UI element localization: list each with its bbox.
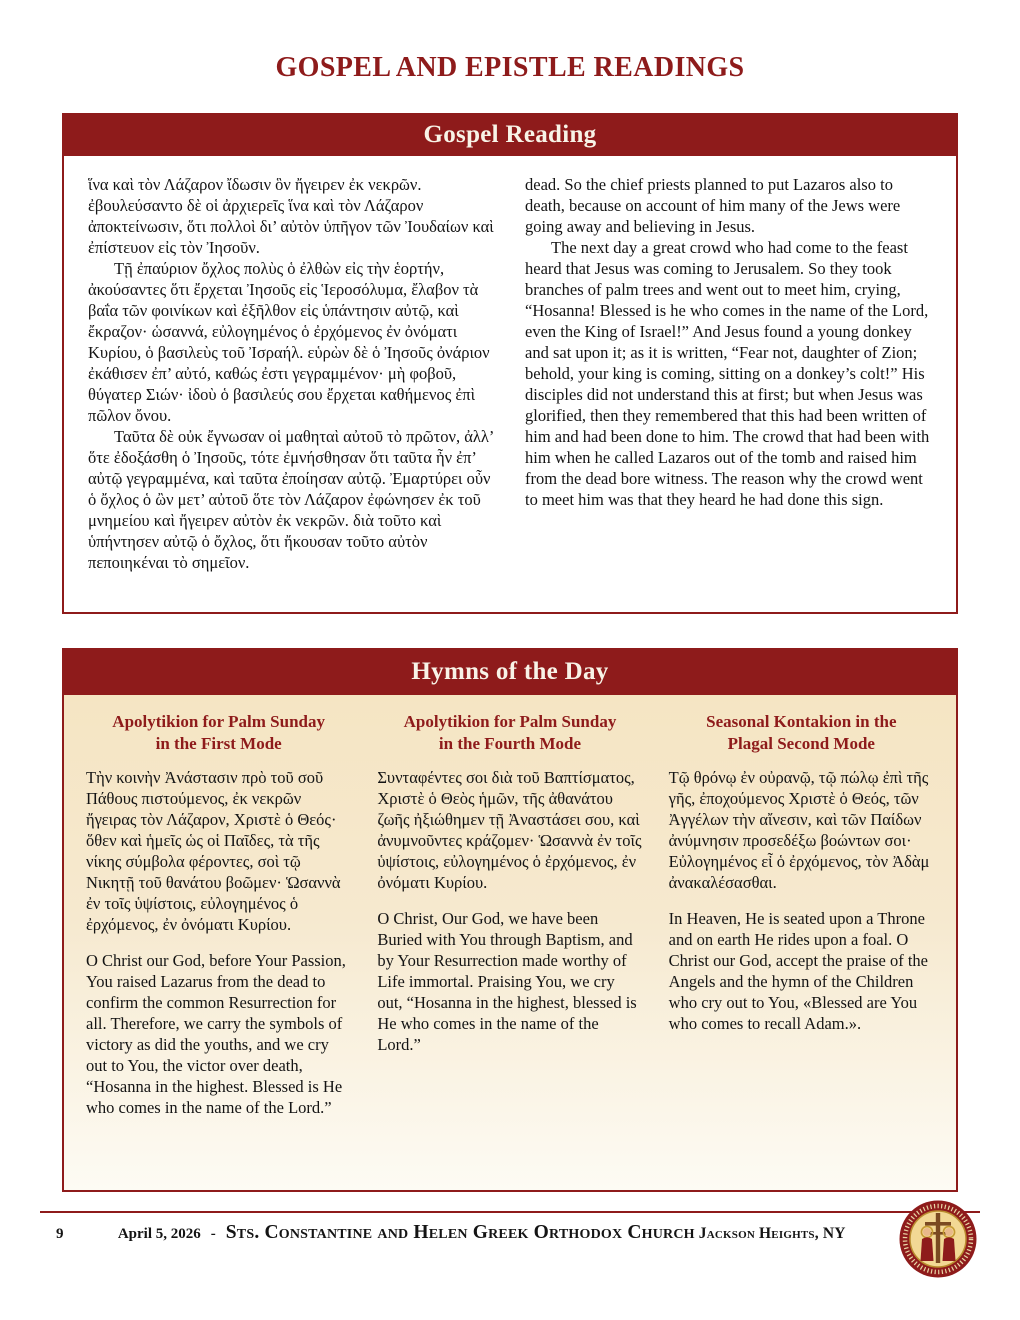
hymn-title: [86, 711, 351, 755]
gospel-greek-paragraph: Τῇ ἐπαύριον ὄχλος πολὺς ὁ ἐλθὼν εἰς τὴν ἑορτήν, ἀκούσαντες ὅτι ἔρχεται Ἰησοῦς εἰς Ἱεροσόλυμα, ἔλαβον τὰ βαΐα τῶν φοινίκων καὶ ἐξῆλθον εἰς ὑπάντησιν αὐτῷ, καὶ ἔκραζον· ὡσαννά, εὐλογημένος ὁ ἐρχόμενος ἐν ὀνόματι Κυρίου, ὁ βασιλεὺς τοῦ Ἰσραήλ. εὑρὼν δὲ ὁ Ἰησοῦς ὀνάριον ἐκάθισεν ἐπ’ αὐτό, καθώς ἐστι γεγραμμένον· μὴ φοβοῦ, θύγατερ Σιών· ἰδοὺ ὁ βασιλεύς σου ἔρχεται καθήμενος ἐπὶ πῶλον ὄνου.: [88, 259, 490, 425]
hymns-body: [62, 695, 958, 1192]
hymn-title: [377, 711, 642, 755]
gospel-english-paragraph: The next day a great crowd who had come to the feast heard that Jesus was coming to Jerusalem. So they took branches of palm trees and went out to meet him, crying, “Hosanna! Blessed is he who comes in the name of the Lord, even the King of Israel!” And Jesus found a young donkey and sat upon it; as it is written, “Fear not, daughter of Zion; behold, your king is coming, sitting on a donkey’s colt!” His disciples did not understand this at first; but when Jesus was glorified, then they remembered that this had been written of him and had been done to him. The crowd that had been with him when he called Lazaros out of the tomb and raised him from the dead bore witness. The reason why the crowd went to meet him was that they heard he had done this sign.: [525, 238, 930, 509]
hymn-title: [669, 711, 934, 755]
page-title: GOSPEL AND EPISTLE READINGS: [275, 52, 745, 83]
hymns-banner-label: Hymns of the Day: [411, 657, 609, 685]
hymns-of-the-day-banner: [62, 648, 958, 695]
hymn-english-text: In Heaven, He is seated upon a Throne and on earth He rides upon a foal. O Christ our God, accept the praise of the Angels and the hymn of the Children who cry out to You, «Blessed are You who comes to recall Adam.».: [668, 909, 928, 1033]
hymn-title-line1: Seasonal Kontakion in the: [706, 712, 897, 731]
hymn-greek-text: Τῷ θρόνῳ ἐν οὐρανῷ, τῷ πώλῳ ἐπὶ τῆς γῆς, ἐποχούμενος Χριστὲ ὁ Θεός, τῶν Ἀγγέλων τὴν αἴνεσιν, καὶ τῶν Παίδων ἀνύμνησιν προσεδέξω βοώντων σοι· Εὐλογημένος εἶ ὁ ἐρχόμενος, τὸν Ἀδὰμ ἀνακαλέσασθαι.: [668, 768, 930, 892]
gospel-greek-paragraph: Ταῦτα δὲ οὐκ ἔγνωσαν οἱ μαθηταὶ αὐτοῦ τὸ πρῶτον, ἀλλ’ ὅτε ἐδοξάσθη ὁ Ἰησοῦς, τότε ἐμνήσθησαν ὅτι ταῦτα ἦν ἐπ’ αὐτῷ γεγραμμένα, καὶ ταῦτα ἐποίησαν αὐτῷ. Ἐμαρτύρει οὖν ὁ ὄχλος ὁ ὢν μετ’ αὐτοῦ ὅτε τὸν Λάζαρον ἐφώνησεν ἐκ τοῦ μνημείου καὶ ἤγειρεν αὐτὸν ἐκ νεκρῶν. διὰ τοῦτο καὶ ὑπήντησεν αὐτῷ ὁ ὄχλος, ὅτι ἤκουσαν τοῦτο αὐτὸν πεποιηκέναι τὸ σημεῖον.: [88, 427, 494, 572]
church-location: Jackson Heights, NY: [698, 1225, 846, 1242]
footer-date: April 5, 2026: [117, 1226, 201, 1242]
church-seal-icon: [898, 1199, 978, 1279]
gospel-reading-banner: [62, 113, 958, 156]
gospel-english-paragraph: dead. So the chief priests planned to put Lazaros also to death, because on account of him many of the Jews were going away and believing in Jesus.: [525, 175, 901, 236]
hymn-column-fourth-mode: [377, 711, 642, 1170]
church-name: Sts. Constantine and Helen Greek Orthodox Church: [225, 1222, 695, 1243]
hymn-title-line1: Apolytikion for Palm Sunday: [112, 712, 326, 731]
gospel-reading-banner-label: Gospel Reading: [423, 120, 597, 148]
gospel-reading-body: [62, 156, 958, 614]
hymn-greek-text: Τὴν κοινὴν Ἀνάστασιν πρὸ τοῦ σοῦ Πάθους πιστούμενος, ἐκ νεκρῶν ἤγειρας τὸν Λάζαρον, Χριστὲ ὁ Θεός· ὅθεν καὶ ἡμεῖς ὡς οἱ Παῖδες, τὰ τῆς νίκης σύμβολα φέροντες, σοὶ τῷ Νικητῇ τοῦ θανάτου βοῶμεν· Ὡσαννὰ ἐν τοῖς ὑψίστοις, εὐλογημένος ὁ ἐρχόμενος, ἐν ὀνόματι Κυρίου.: [86, 768, 341, 934]
hymn-title-line2: in the First Mode: [155, 734, 282, 753]
hymn-title-line2: in the Fourth Mode: [438, 734, 582, 753]
footer-center-text: [64, 1222, 901, 1244]
footer-separator: -: [210, 1226, 216, 1242]
hymn-title-line2: Plagal Second Mode: [727, 734, 875, 753]
hymn-column-first-mode: [86, 711, 351, 1170]
footer-divider-rule: [40, 1211, 980, 1213]
church-seal-graphic: [898, 1199, 978, 1279]
gospel-english-column: [525, 174, 932, 594]
hymn-column-kontakion: [669, 711, 934, 1170]
hymn-english-text: O Christ, Our God, we have been Buried with You through Baptism, and by Your Resurrection made worthy of Life immortal. Praising You, we cry out, “Hosanna in the highest, blessed is He who comes in the name of the Lord.”: [377, 909, 637, 1054]
hymn-title-line1: Apolytikion for Palm Sunday: [403, 712, 617, 731]
gospel-greek-paragraph: ἵνα καὶ τὸν Λάζαρον ἴδωσιν ὃν ἤγειρεν ἐκ νεκρῶν. ἐβουλεύσαντο δὲ οἱ ἀρχιερεῖς ἵνα καὶ τὸν Λάζαρον ἀποκτείνωσιν, ὅτι πολλοὶ δι’ αὐτὸν ὑπῆγον τῶν Ἰουδαίων καὶ ἐπίστευον εἰς τὸν Ἰησοῦν.: [88, 175, 494, 257]
hymn-english-text: O Christ our God, before Your Passion, You raised Lazarus from the dead to confirm the common Resurrection for all. Therefore, we carry the symbols of victory as did the youths, and we cry out to You, the victor over death, “Hosanna in the highest. Blessed is He who comes in the name of the Lord.”: [86, 951, 346, 1117]
gospel-greek-column: [88, 174, 495, 594]
page-number: 9: [56, 1226, 64, 1242]
footer: [40, 1222, 900, 1244]
hymn-greek-text: Συνταφέντες σοι διὰ τοῦ Βαπτίσματος, Χριστὲ ὁ Θεὸς ἡμῶν, τῆς ἀθανάτου ζωῆς ἠξιώθημεν τῇ Ἀναστάσει σου, καὶ ἀνυμνοῦντες κράζομεν· Ὡσαννὰ ἐν τοῖς ὑψίστοις, εὐλογημένος ὁ ἐρχόμενος, ἐν ὀνόματι Κυρίου.: [377, 768, 642, 892]
